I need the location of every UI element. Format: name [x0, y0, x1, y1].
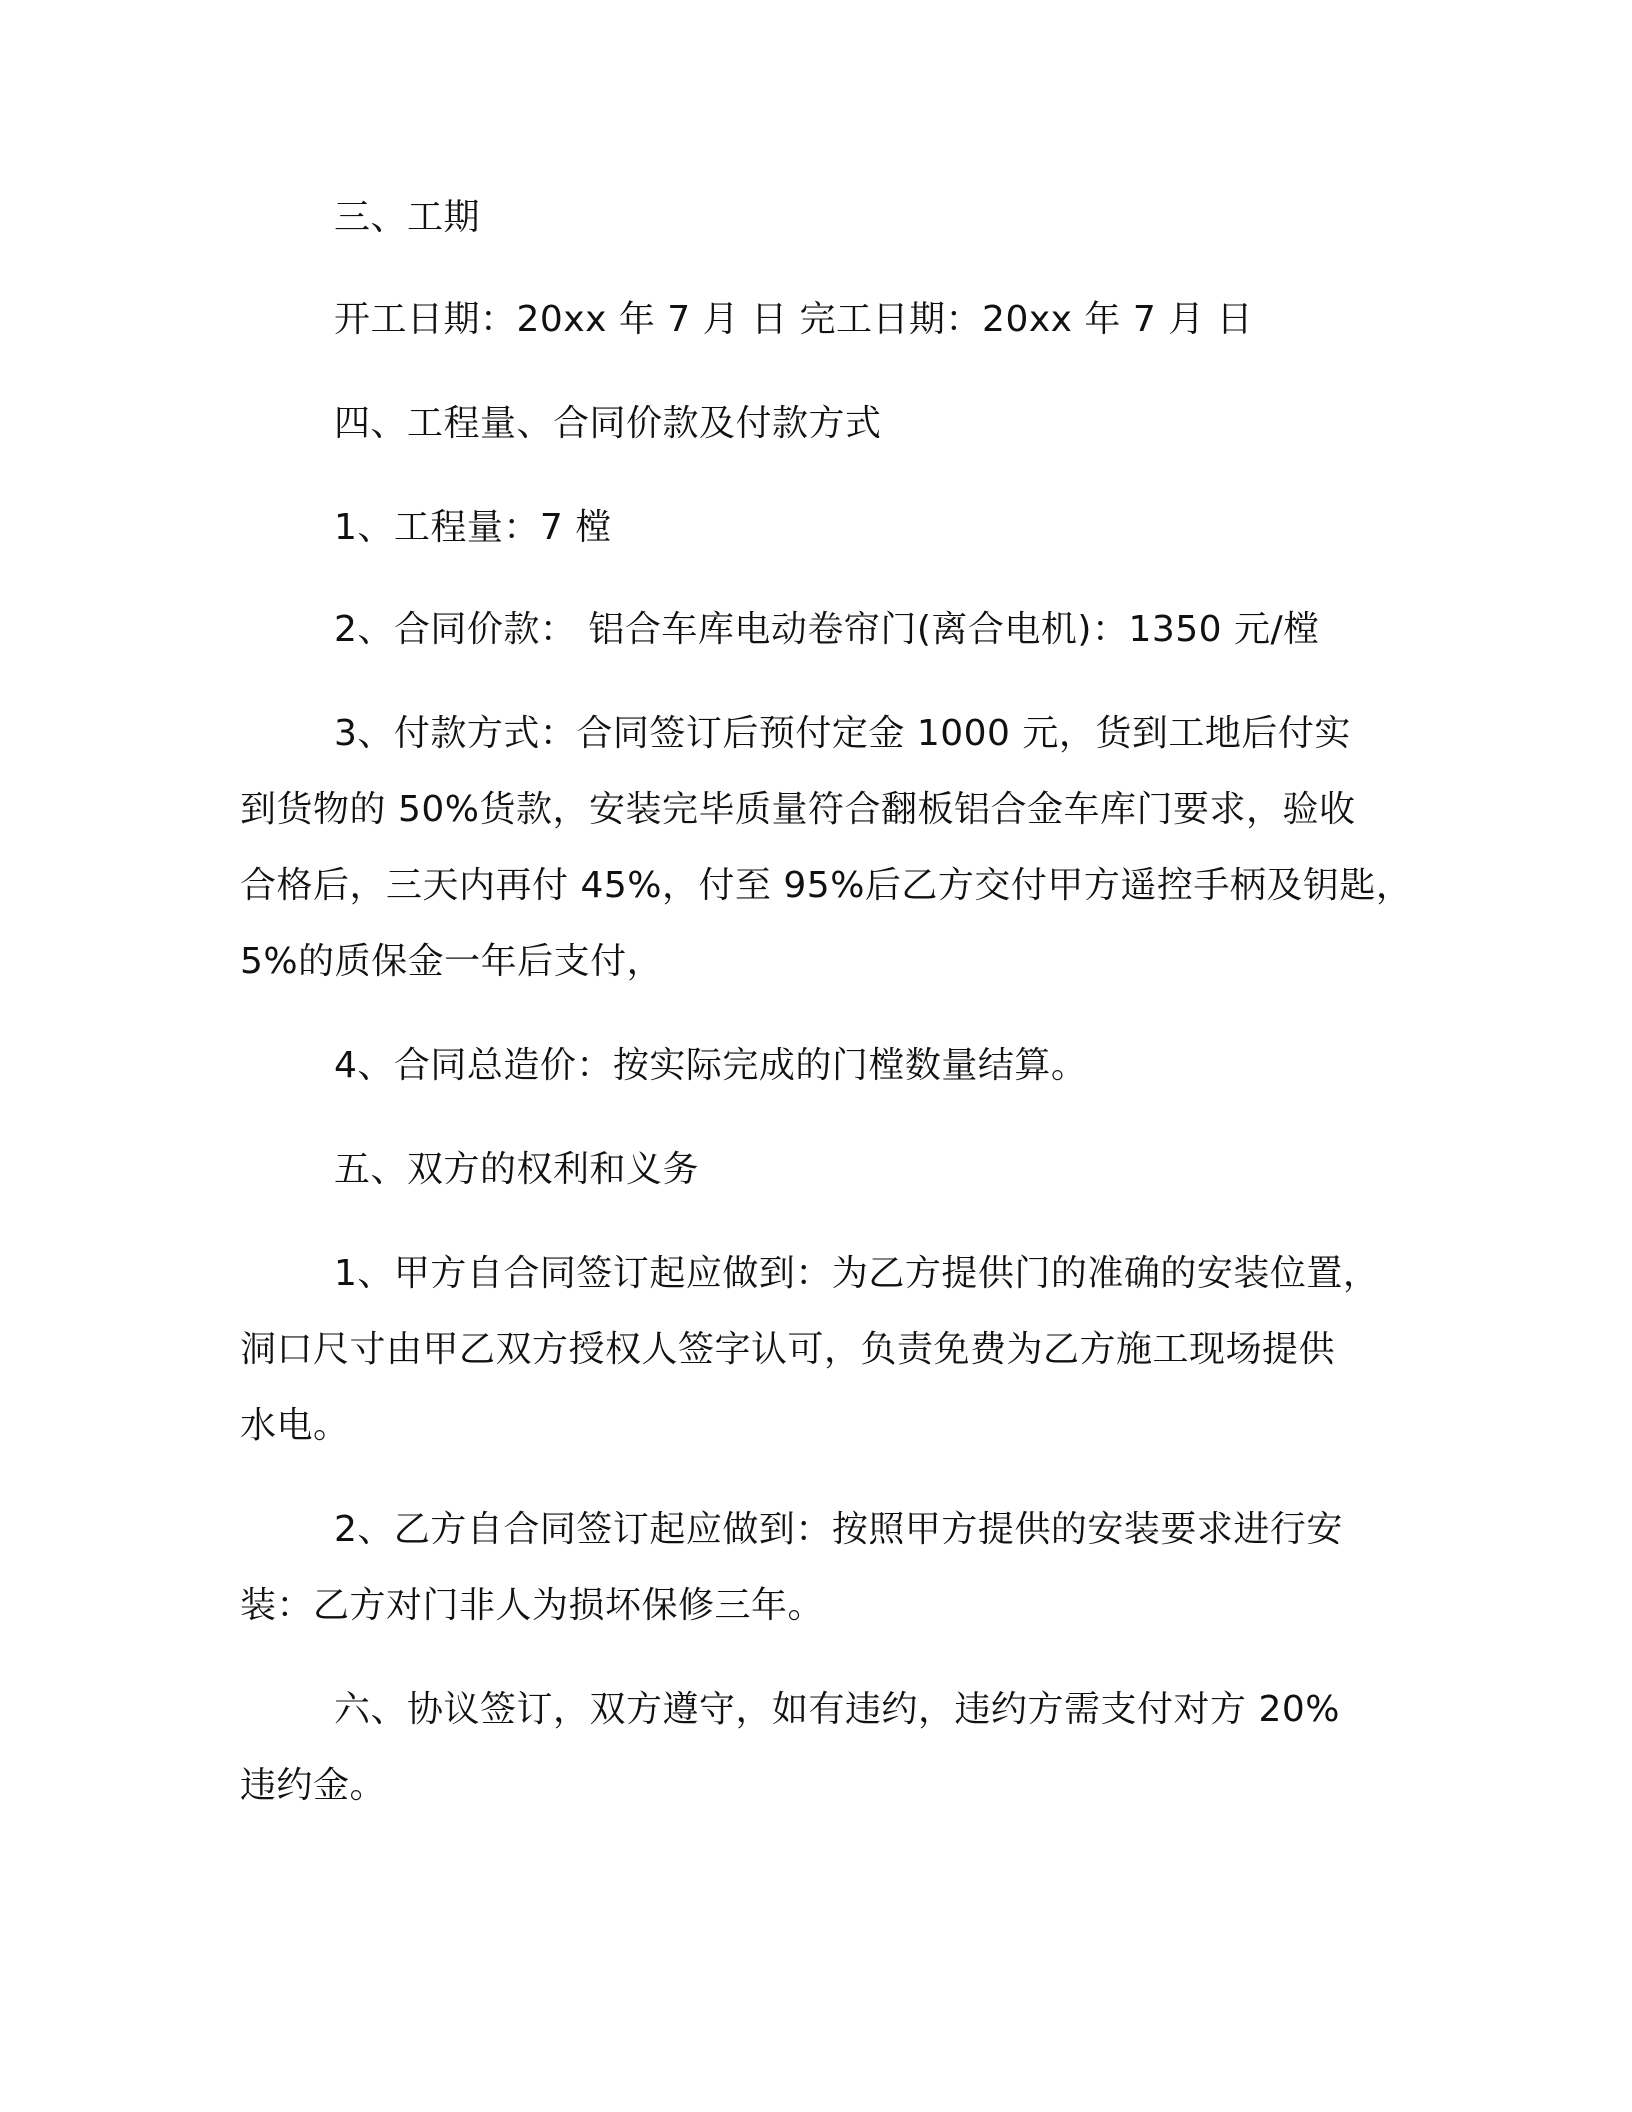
party-a-obligation-line1: 1、甲方自合同签订起应做到：为乙方提供门的准确的安装位置，: [334, 1253, 1380, 1294]
item-payment-method-line3: 合格后，三天内再付 45%，付至 95%后乙方交付甲方遥控手柄及钥匙，: [240, 865, 1413, 906]
item-contract-price: 2、合同价款： 铝合车库电动卷帘门(离合电机)：1350 元/樘: [334, 609, 1320, 650]
item-quantity: 1、工程量：7 樘: [334, 507, 612, 548]
item-payment-method-line1: 3、付款方式：合同签订后预付定金 1000 元，货到工地后付实: [334, 713, 1351, 754]
item-payment-method-line4: 5%的质保金一年后支付，: [240, 941, 664, 982]
breach-clause-line1: 六、协议签订，双方遵守，如有违约，违约方需支付对方 20%: [334, 1689, 1340, 1730]
breach-clause-line2: 违约金。: [240, 1765, 387, 1806]
party-b-obligation-line1: 2、乙方自合同签订起应做到：按照甲方提供的安装要求进行安: [334, 1509, 1343, 1550]
item-total-price: 4、合同总造价：按实际完成的门樘数量结算。: [334, 1045, 1088, 1086]
section-heading-rights-obligations: 五、双方的权利和义务: [334, 1149, 700, 1190]
party-a-obligation-line3: 水电。: [240, 1405, 350, 1446]
party-a-obligation-line2: 洞口尺寸由甲乙双方授权人签字认可，负责免费为乙方施工现场提供: [240, 1329, 1336, 1370]
item-payment-method-line2: 到货物的 50%货款，安装完毕质量符合翻板铝合金车库门要求，验收: [240, 789, 1356, 830]
party-b-obligation-line2: 装：乙方对门非人为损坏保修三年。: [240, 1585, 825, 1626]
section-heading-schedule: 三、工期: [334, 197, 481, 238]
schedule-dates: 开工日期：20xx 年 7 月 日 完工日期：20xx 年 7 月 日: [334, 299, 1254, 340]
section-heading-quantity-price-payment: 四、工程量、合同价款及付款方式: [334, 403, 882, 444]
